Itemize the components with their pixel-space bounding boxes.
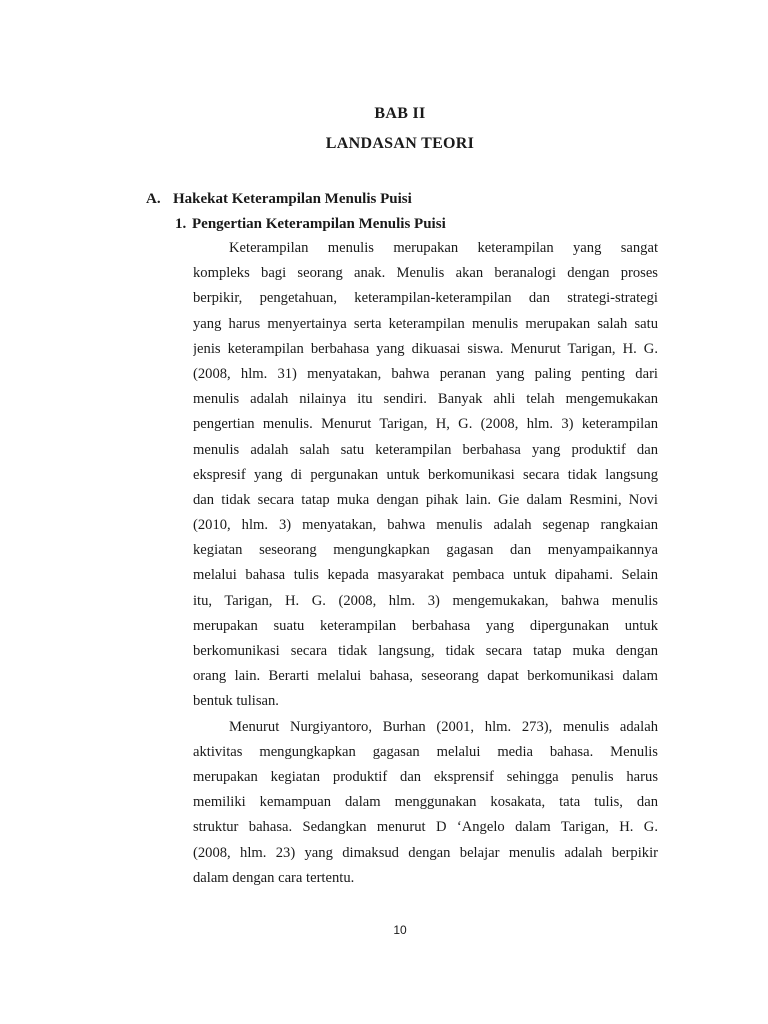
paragraph-line: bentuk tulisan.: [193, 693, 279, 710]
paragraph-line: aktivitas mengungkapkan gagasan melalui media bahasa. Menulis: [193, 743, 658, 760]
paragraph-line: berpikir, pengetahuan, keterampilan-keterampilan dan strategi-strategi: [193, 290, 658, 307]
chapter-title: LANDASAN TEORI: [325, 135, 475, 152]
paragraph-line: itu, Tarigan, H. G. (2008, hlm. 3) mengemukakan, bahwa menulis: [193, 592, 658, 609]
chapter-number: BAB II: [374, 105, 426, 122]
paragraph-line: (2010, hlm. 3) menyatakan, bahwa menulis adalah segenap rangkaian: [193, 517, 658, 534]
paragraph-line: kegiatan seseorang mengungkapkan gagasan dan menyampaikannya: [193, 542, 658, 559]
paragraph-line: Keterampilan menulis merupakan keterampilan yang sangat: [229, 240, 658, 256]
paragraph-line: dalam dengan cara tertentu.: [193, 869, 355, 886]
paragraph-line: Menurut Nurgiyantoro, Burhan (2001, hlm. 273), menulis adalah: [229, 718, 658, 735]
subsection-heading: [175, 216, 446, 233]
paragraph-line: merupakan kegiatan produktif dan eksprensif sehingga penulis harus: [193, 768, 658, 785]
paragraph-line: berkomunikasi secara tidak langsung, tidak secara tatap muka dengan: [193, 643, 658, 659]
page-number: 10: [393, 923, 407, 937]
paragraph-line: jenis keterampilan berbahasa yang dikuasai siswa. Menurut Tarigan, H. G.: [193, 340, 658, 357]
section-title: Hakekat Keterampilan Menulis Puisi: [173, 191, 412, 207]
paragraph-line: pengertian menulis. Menurut Tarigan, H, G. (2008, hlm. 3) keterampilan: [193, 416, 658, 433]
paragraph-line: memiliki kemampuan dalam menggunakan kosakata, tata tulis, dan: [193, 794, 658, 811]
subsection-title: Pengertian Keterampilan Menulis Puisi: [192, 216, 446, 232]
paragraph-line: struktur bahasa. Sedangkan menurut D ‘Angelo dalam Tarigan, H. G.: [193, 819, 658, 836]
paragraph-line: kompleks bagi seorang anak. Menulis akan beranalogi dengan proses: [193, 265, 658, 282]
paragraph-line: menulis adalah salah satu keterampilan berbahasa yang produktif dan: [193, 441, 658, 458]
paragraph-line: dan tidak secara tatap muka dengan pihak lain. Gie dalam Resmini, Novi: [193, 491, 658, 508]
subsection-marker: 1.: [175, 216, 187, 232]
paragraph-line: (2008, hlm. 31) menyatakan, bahwa peranan yang paling penting dari: [193, 365, 658, 382]
paragraph-line: (2008, hlm. 23) yang dimaksud dengan belajar menulis adalah berpikir: [193, 844, 658, 861]
paragraph-line: orang lain. Berarti melalui bahasa, seseorang dapat berkomunikasi dalam: [193, 668, 658, 685]
paragraph-line: yang harus menyertainya serta keterampilan menulis merupakan salah satu: [193, 315, 658, 332]
paragraph-2: [193, 715, 658, 891]
section-heading: [146, 191, 412, 208]
section-marker: A.: [146, 191, 161, 207]
paragraph-line: ekspresif yang di pergunakan untuk berkomunikasi secara tidak langsung: [193, 466, 658, 483]
paragraph-line: menulis adalah nilainya itu sendiri. Banyak ahli telah mengemukakan: [193, 391, 658, 408]
paragraph-line: merupakan suatu keterampilan berbahasa yang dipergunakan untuk: [193, 617, 658, 634]
paragraph-line: melalui bahasa tulis kepada masyarakat pembaca untuk dipahami. Selain: [193, 567, 658, 584]
paragraph-1: [193, 236, 658, 715]
body-text: [193, 236, 658, 891]
